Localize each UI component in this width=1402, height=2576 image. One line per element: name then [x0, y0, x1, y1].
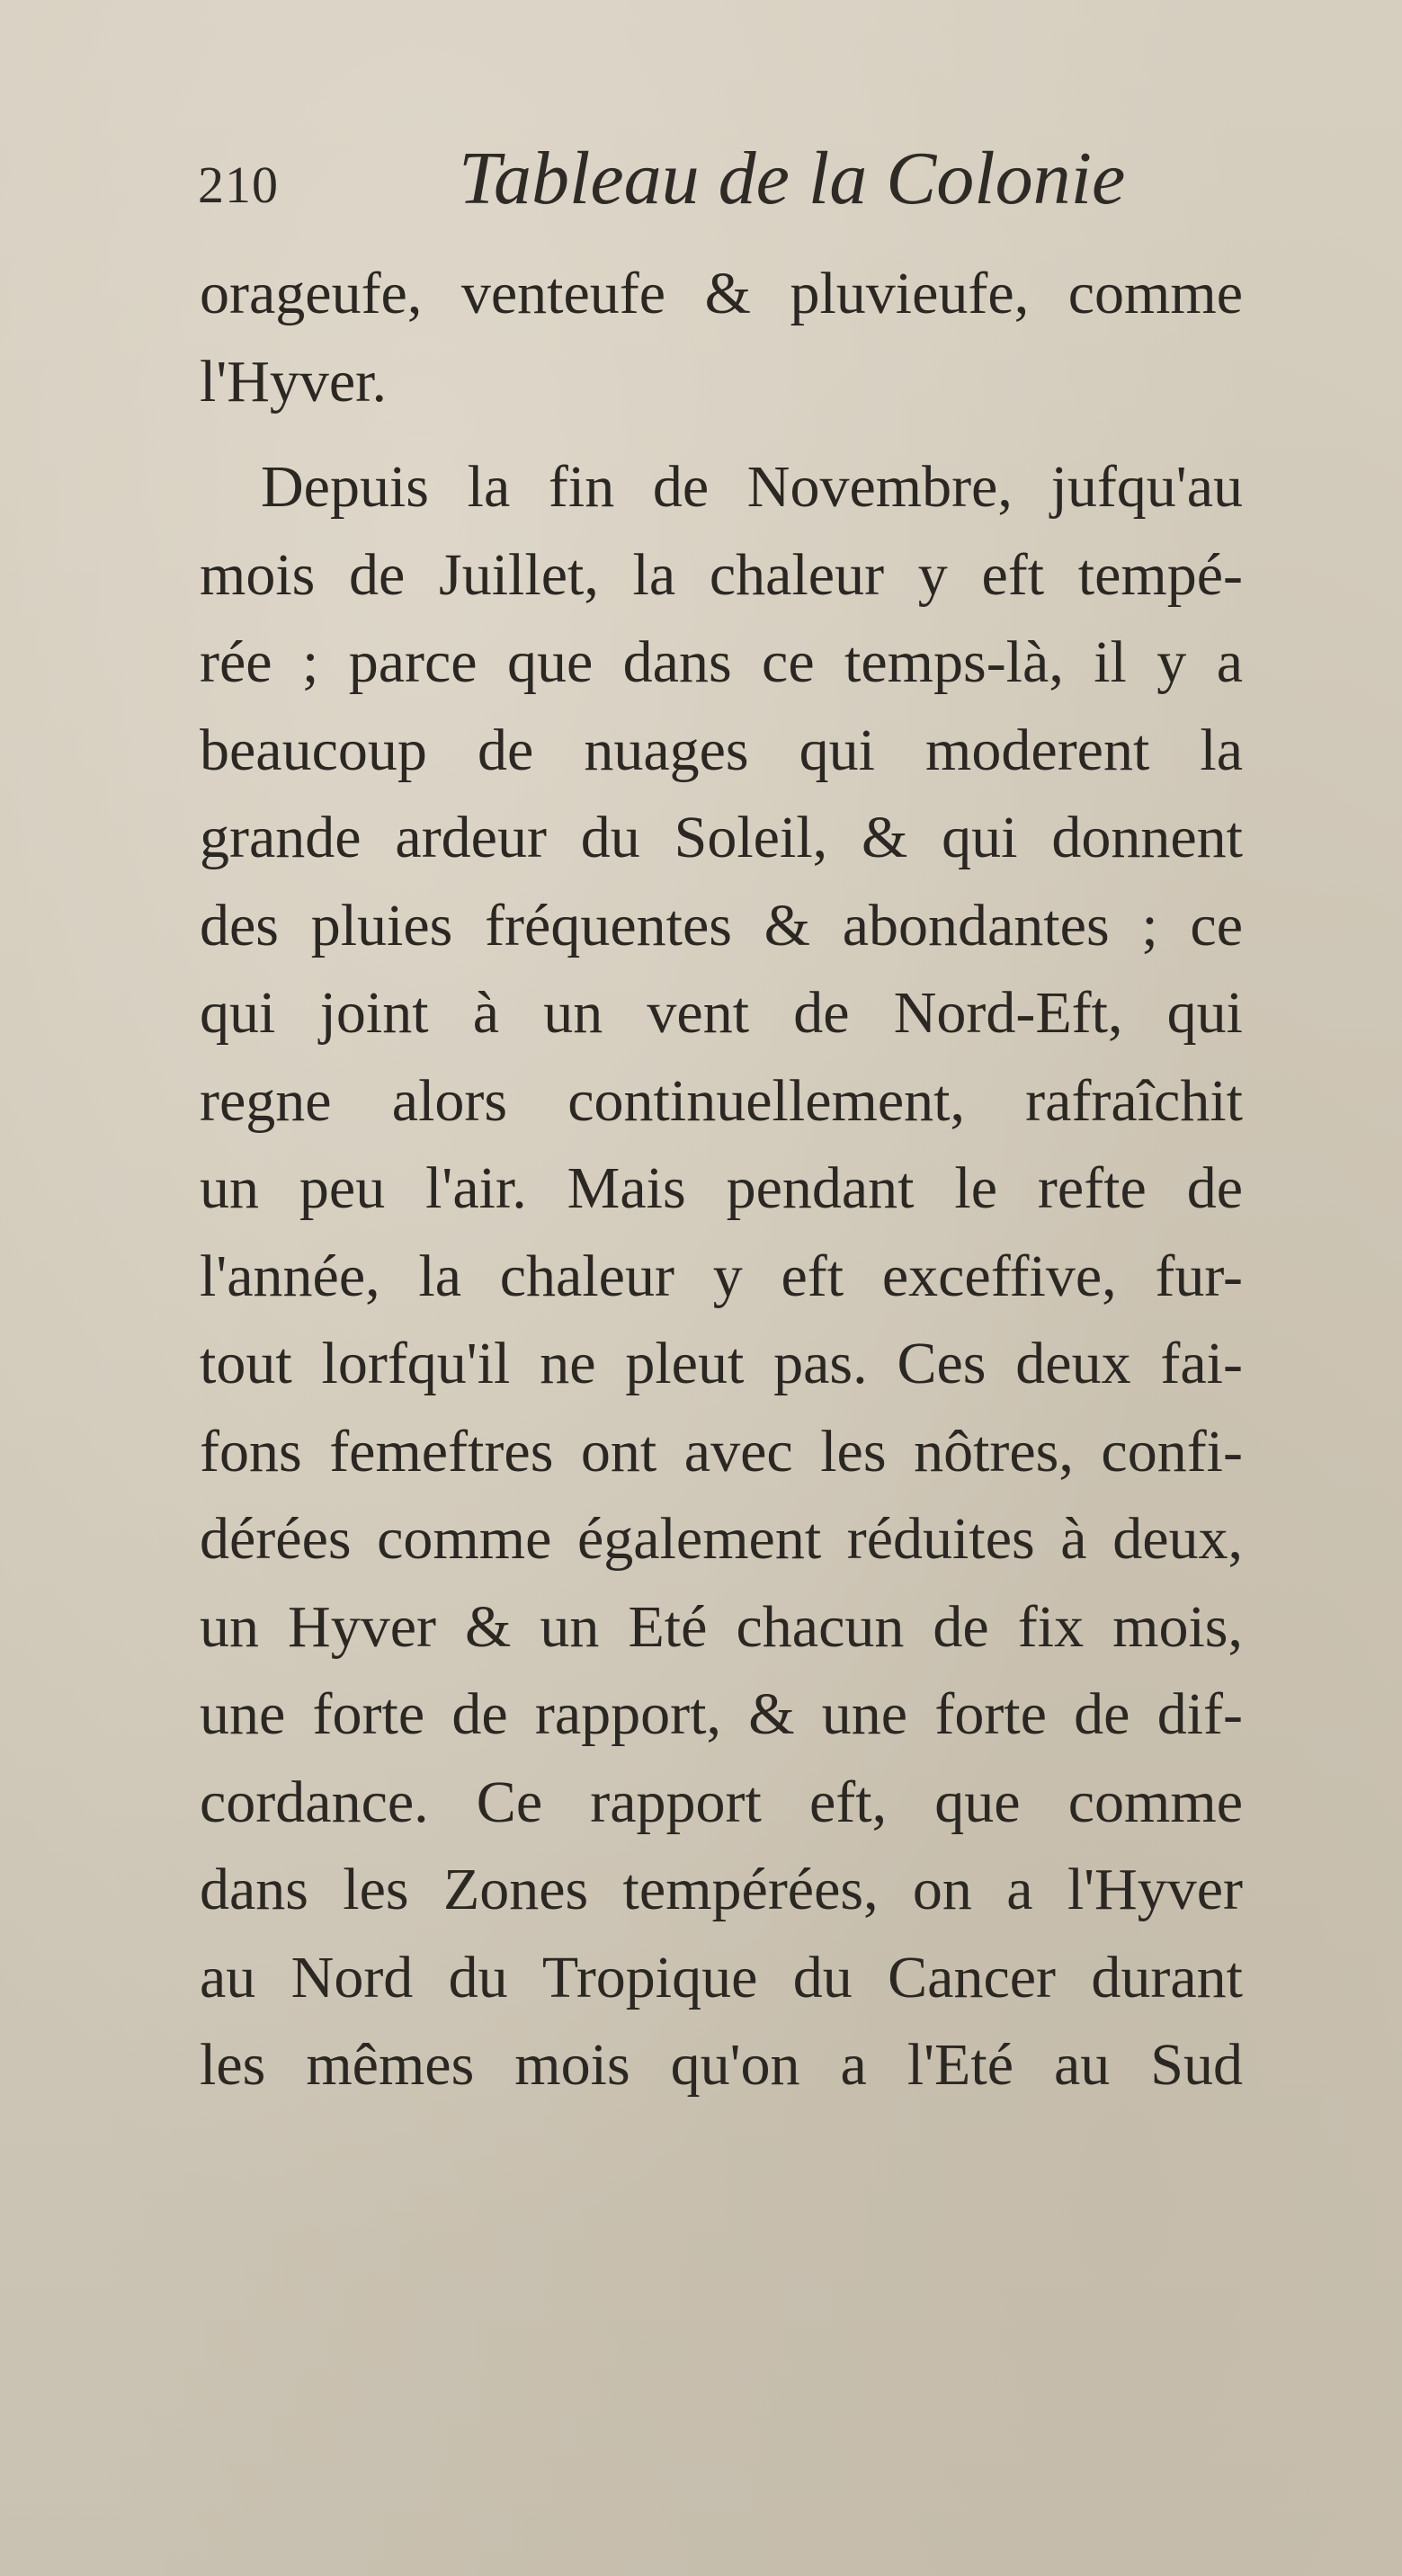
text-line: dans les Zones tempérées, on a l'Hyver: [200, 1857, 1243, 1922]
text-line: rée ; parce que dans ce temps-là, il y a: [200, 629, 1243, 695]
text-line: mois de Juillet, la chaleur y eft tempé-: [200, 541, 1243, 608]
text-line: fons femeftres ont avec les nôtres, confi-: [200, 1418, 1243, 1484]
text-line: beaucoup de nuages qui moderent la: [200, 717, 1243, 783]
text-line: orageufe, venteufe & pluvieufe, comme: [200, 261, 1243, 326]
text-line: qui joint à un vent de Nord-Eft, qui: [200, 980, 1243, 1046]
running-title: Tableau de la Colonie: [459, 137, 1126, 220]
paragraph: [200, 250, 1243, 425]
body-text: [200, 250, 1243, 2109]
text-line: une forte de rapport, & une forte de dif-: [200, 1681, 1243, 1747]
text-line: au Nord du Tropique du Cancer durant: [200, 1944, 1243, 2010]
running-head: [198, 135, 1232, 225]
text-line: Depuis la fin de Novembre, jufqu'au: [261, 454, 1243, 520]
text-line: regne alors continuellement, rafraîchit: [200, 1067, 1243, 1134]
text-line: tout lorfqu'il ne pleut pas. Ces deux fai-: [200, 1331, 1243, 1396]
text-line: un Hyver & un Eté chacun de fix mois,: [200, 1593, 1243, 1660]
text-line: cordance. Ce rapport eft, que comme: [200, 1769, 1243, 1835]
text-line: l'année, la chaleur y eft exceffive, fur-: [200, 1243, 1243, 1309]
text-line: un peu l'air. Mais pendant le refte de: [200, 1155, 1243, 1221]
text-line: dérées comme également réduites à deux,: [200, 1506, 1243, 1572]
text-line: grande ardeur du Soleil, & qui donnent: [200, 805, 1243, 870]
text-line: l'Hyver.: [200, 348, 388, 414]
paragraph: [200, 443, 1243, 2109]
text-line: les mêmes mois qu'on a l'Eté au Sud: [200, 2032, 1243, 2098]
page-number: 210: [198, 156, 279, 214]
text-line: des pluies fréquentes & abondantes ; ce: [200, 892, 1243, 958]
